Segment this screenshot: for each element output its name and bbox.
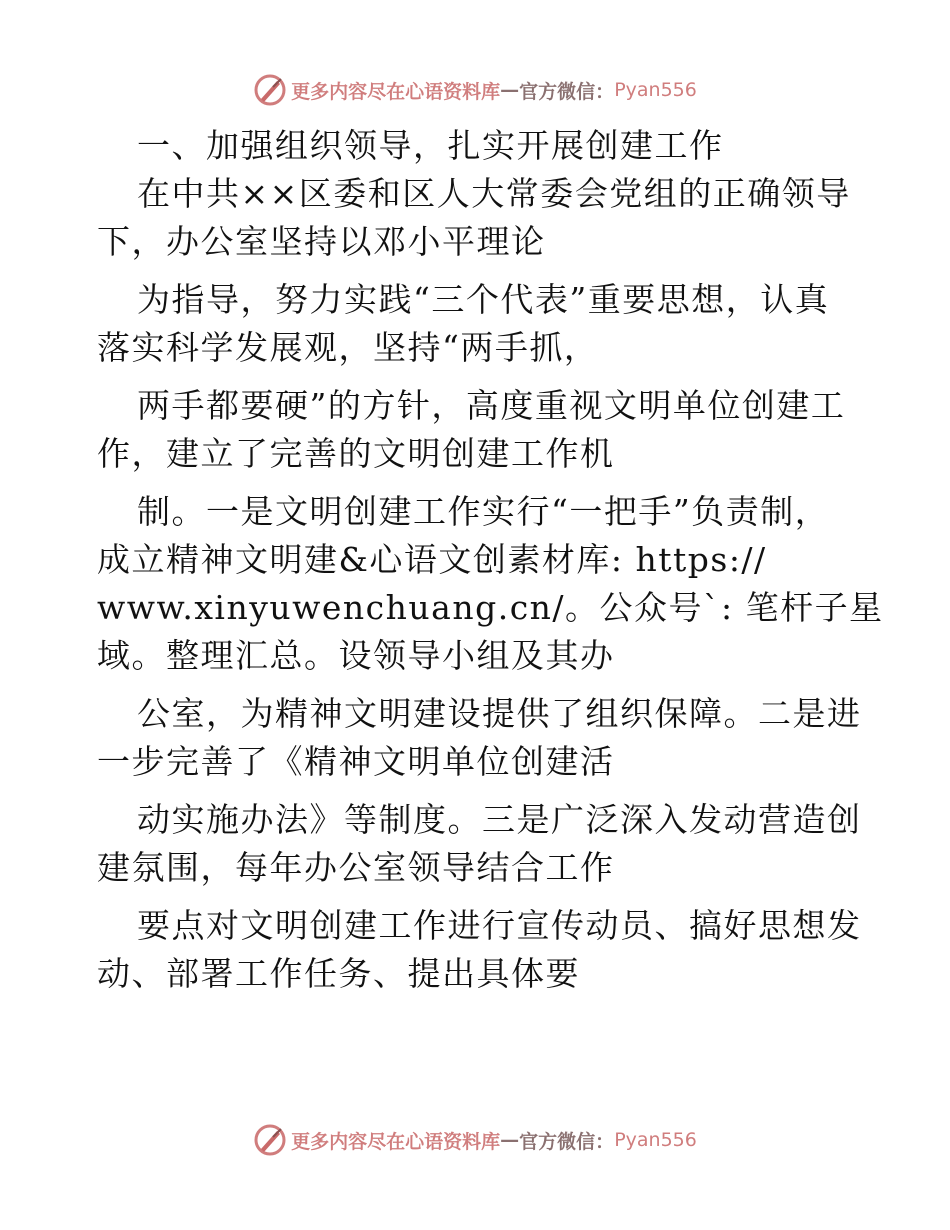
quill-logo-icon <box>253 73 287 107</box>
text-line: 两手都要硬”的方针，高度重视文明单位创建工 <box>137 386 846 425</box>
banner-suffix-text: 官方微信： <box>519 1130 615 1153</box>
text-line: 动、部署工作任务、提出具体要 <box>97 954 580 993</box>
banner-dash: — <box>500 79 520 101</box>
header-banner <box>0 70 950 110</box>
banner-suffix-text: 官方微信： <box>519 80 615 103</box>
text-line: 公室，为精神文明建设提供了组织保障。二是进 <box>137 694 862 733</box>
quill-logo-icon <box>253 1123 287 1157</box>
document-body <box>97 122 884 998</box>
text-line: www.xinyuwenchuang.cn/。公众号`: 笔杆子星 <box>97 588 884 627</box>
text-line: 作，建立了完善的文明创建工作机 <box>97 434 615 473</box>
text-line: 建氛围，每年办公室领导结合工作 <box>97 848 615 887</box>
text-line: 域。整理汇总。设领导小组及其办 <box>97 636 615 675</box>
text-line: 在中共××区委和区人大常委会党组的正确领导 <box>137 174 851 213</box>
text-line: 动实施办法》等制度。三是广泛深入发动营造创 <box>137 800 862 839</box>
banner-wechat-id: Pyan556 <box>614 1129 697 1151</box>
footer-banner <box>0 1120 950 1160</box>
text-line: 要点对文明创建工作进行宣传动员、搞好思想发 <box>137 906 862 945</box>
text-line: 为指导，努力实践“三个代表”重要思想，认真 <box>137 280 830 319</box>
banner-dash: — <box>500 1129 520 1151</box>
text-line: 一步完善了《精神文明单位创建活 <box>97 742 615 781</box>
heading-line: 一、加强组织领导，扎实开展创建工作 <box>137 126 724 165</box>
banner-main-text: 更多内容尽在心语资料库 <box>291 80 501 103</box>
banner-main-text: 更多内容尽在心语资料库 <box>291 1130 501 1153</box>
text-line: 制。一是文明创建工作实行“一把手”负责制， <box>137 492 830 531</box>
text-line: 落实科学发展观，坚持“两手抓， <box>97 328 599 367</box>
text-line: 成立精神文明建&心语文创素材库: https:// <box>97 540 767 579</box>
text-line: 下，办公室坚持以邓小平理论 <box>97 222 546 261</box>
banner-wechat-id: Pyan556 <box>614 79 697 101</box>
